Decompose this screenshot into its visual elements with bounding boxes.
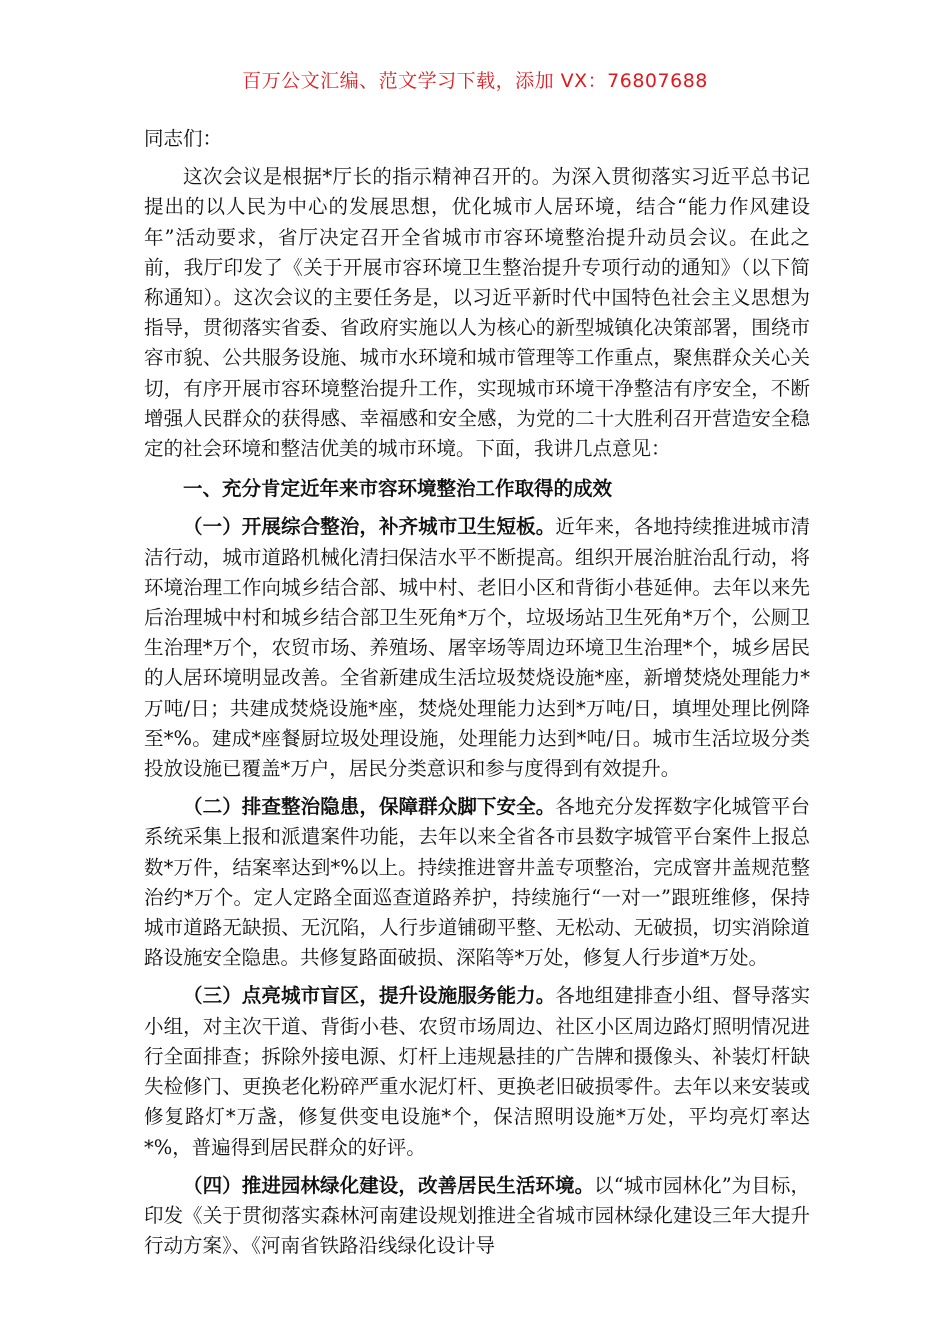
subsection-3-body: 各地组建排查小组、督导落实小组，对主次干道、背街小巷、农贸市场周边、社区小区周边路灯照明情况进行全面排查；拆除外接电源、灯杆上违规悬挂的广告牌和摄像头、补装灯杆缺失检修门、更换老化粉碎严重水泥灯杆、更换老旧破损零件。去年以来安装或修复路灯*万盏，修复供变电设施*个，保洁照明设施*万处，平均亮灯率达*%，普遍得到居民群众的好评。 (144, 984, 810, 1159)
subsection-3-title: （三）点亮城市盲区，提升设施服务能力。 (183, 984, 556, 1008)
subsection-2-paragraph (144, 792, 810, 973)
subsection-3-paragraph (144, 981, 810, 1162)
subsection-2-body: 各地充分发挥数字化城管平台系统采集上报和派遣案件功能，去年以来全省各市县数字城管平台案件上报总数*万件，结案率达到*%以上。持续推进窨井盖专项整治，完成窨井盖规范整治约*万个。定人定路全面巡查道路养护，持续施行“一对一”跟班维修，保持城市道路无缺损、无沉陷，人行步道铺砌平整、无松动、无破损，切实消除道路设施安全隐患。共修复路面破损、深陷等*万处，修复人行步道*万处。 (144, 795, 810, 970)
intro-paragraph: 这次会议是根据*厅长的指示精神召开的。为深入贯彻落实习近平总书记提出的以人民为中心的发展思想，优化城市人居环境，结合“能力作风建设年”活动要求，省厅决定召开全省城市市容环境整治提升动员会议。在此之前，我厅印发了《关于开展市容环境卫生整治提升专项行动的通知》（以下简称通知）。这次会议的主要任务是，以习近平新时代中国特色社会主义思想为指导，贯彻落实省委、省政府实施以人为核心的新型城镇化决策部署，围绕市容市貌、公共服务设施、城市水环境和城市管理等工作重点，聚焦群众关心关切，有序开展市容环境整治提升工作，实现城市环境干净整洁有序安全，不断增强人民群众的获得感、幸福感和安全感，为党的二十大胜利召开营造安全稳定的社会环境和整洁优美的城市环境。下面，我讲几点意见： (144, 165, 810, 461)
section-1-title: 一、充分肯定近年来市容环境整治工作取得的成效 (183, 477, 613, 501)
salutation: 同志们： (144, 127, 223, 150)
subsection-1-paragraph (144, 512, 810, 784)
subsection-4-paragraph (144, 1171, 810, 1262)
document-body (144, 124, 810, 1269)
watermark-header: 百万公文汇编、范文学习下载，添加 VX：76807688 (242, 70, 708, 92)
subsection-1-title: （一）开展综合整治，补齐城市卫生短板。 (183, 515, 556, 539)
subsection-4-body: 以“城市园林化”为目标，印发《关于贯彻落实森林河南建设规划推进全省城市园林绿化建设三年大提升行动方案》、《河南省铁路沿线绿化设计导 (144, 1173, 810, 1258)
subsection-2-title: （二）排查整治隐患，保障群众脚下安全。 (183, 795, 556, 819)
subsection-4-title: （四）推进园林绿化建设，改善居民生活环境。 (183, 1173, 595, 1197)
subsection-1-body: 近年来，各地持续推进城市清洁行动，城市道路机械化清扫保洁水平不断提高。组织开展治脏治乱行动，将环境治理工作向城乡结合部、城中村、老旧小区和背街小巷延伸。去年以来先后治理城中村和城乡结合部卫生死角*万个，垃圾场站卫生死角*万个，公厕卫生治理*万个，农贸市场、养殖场、屠宰场等周边环境卫生治理*个，城乡居民的人居环境明显改善。全省新建成生活垃圾焚烧设施*座，新增焚烧处理能力*万吨/日；共建成焚烧设施*座，焚烧处理能力达到*万吨/日，填埋处理比例降至*%。建成*座餐厨垃圾处理设施，处理能力达到*吨/日。城市生活垃圾分类投放设施已覆盖*万户，居民分类意识和参与度得到有效提升。 (144, 515, 810, 781)
